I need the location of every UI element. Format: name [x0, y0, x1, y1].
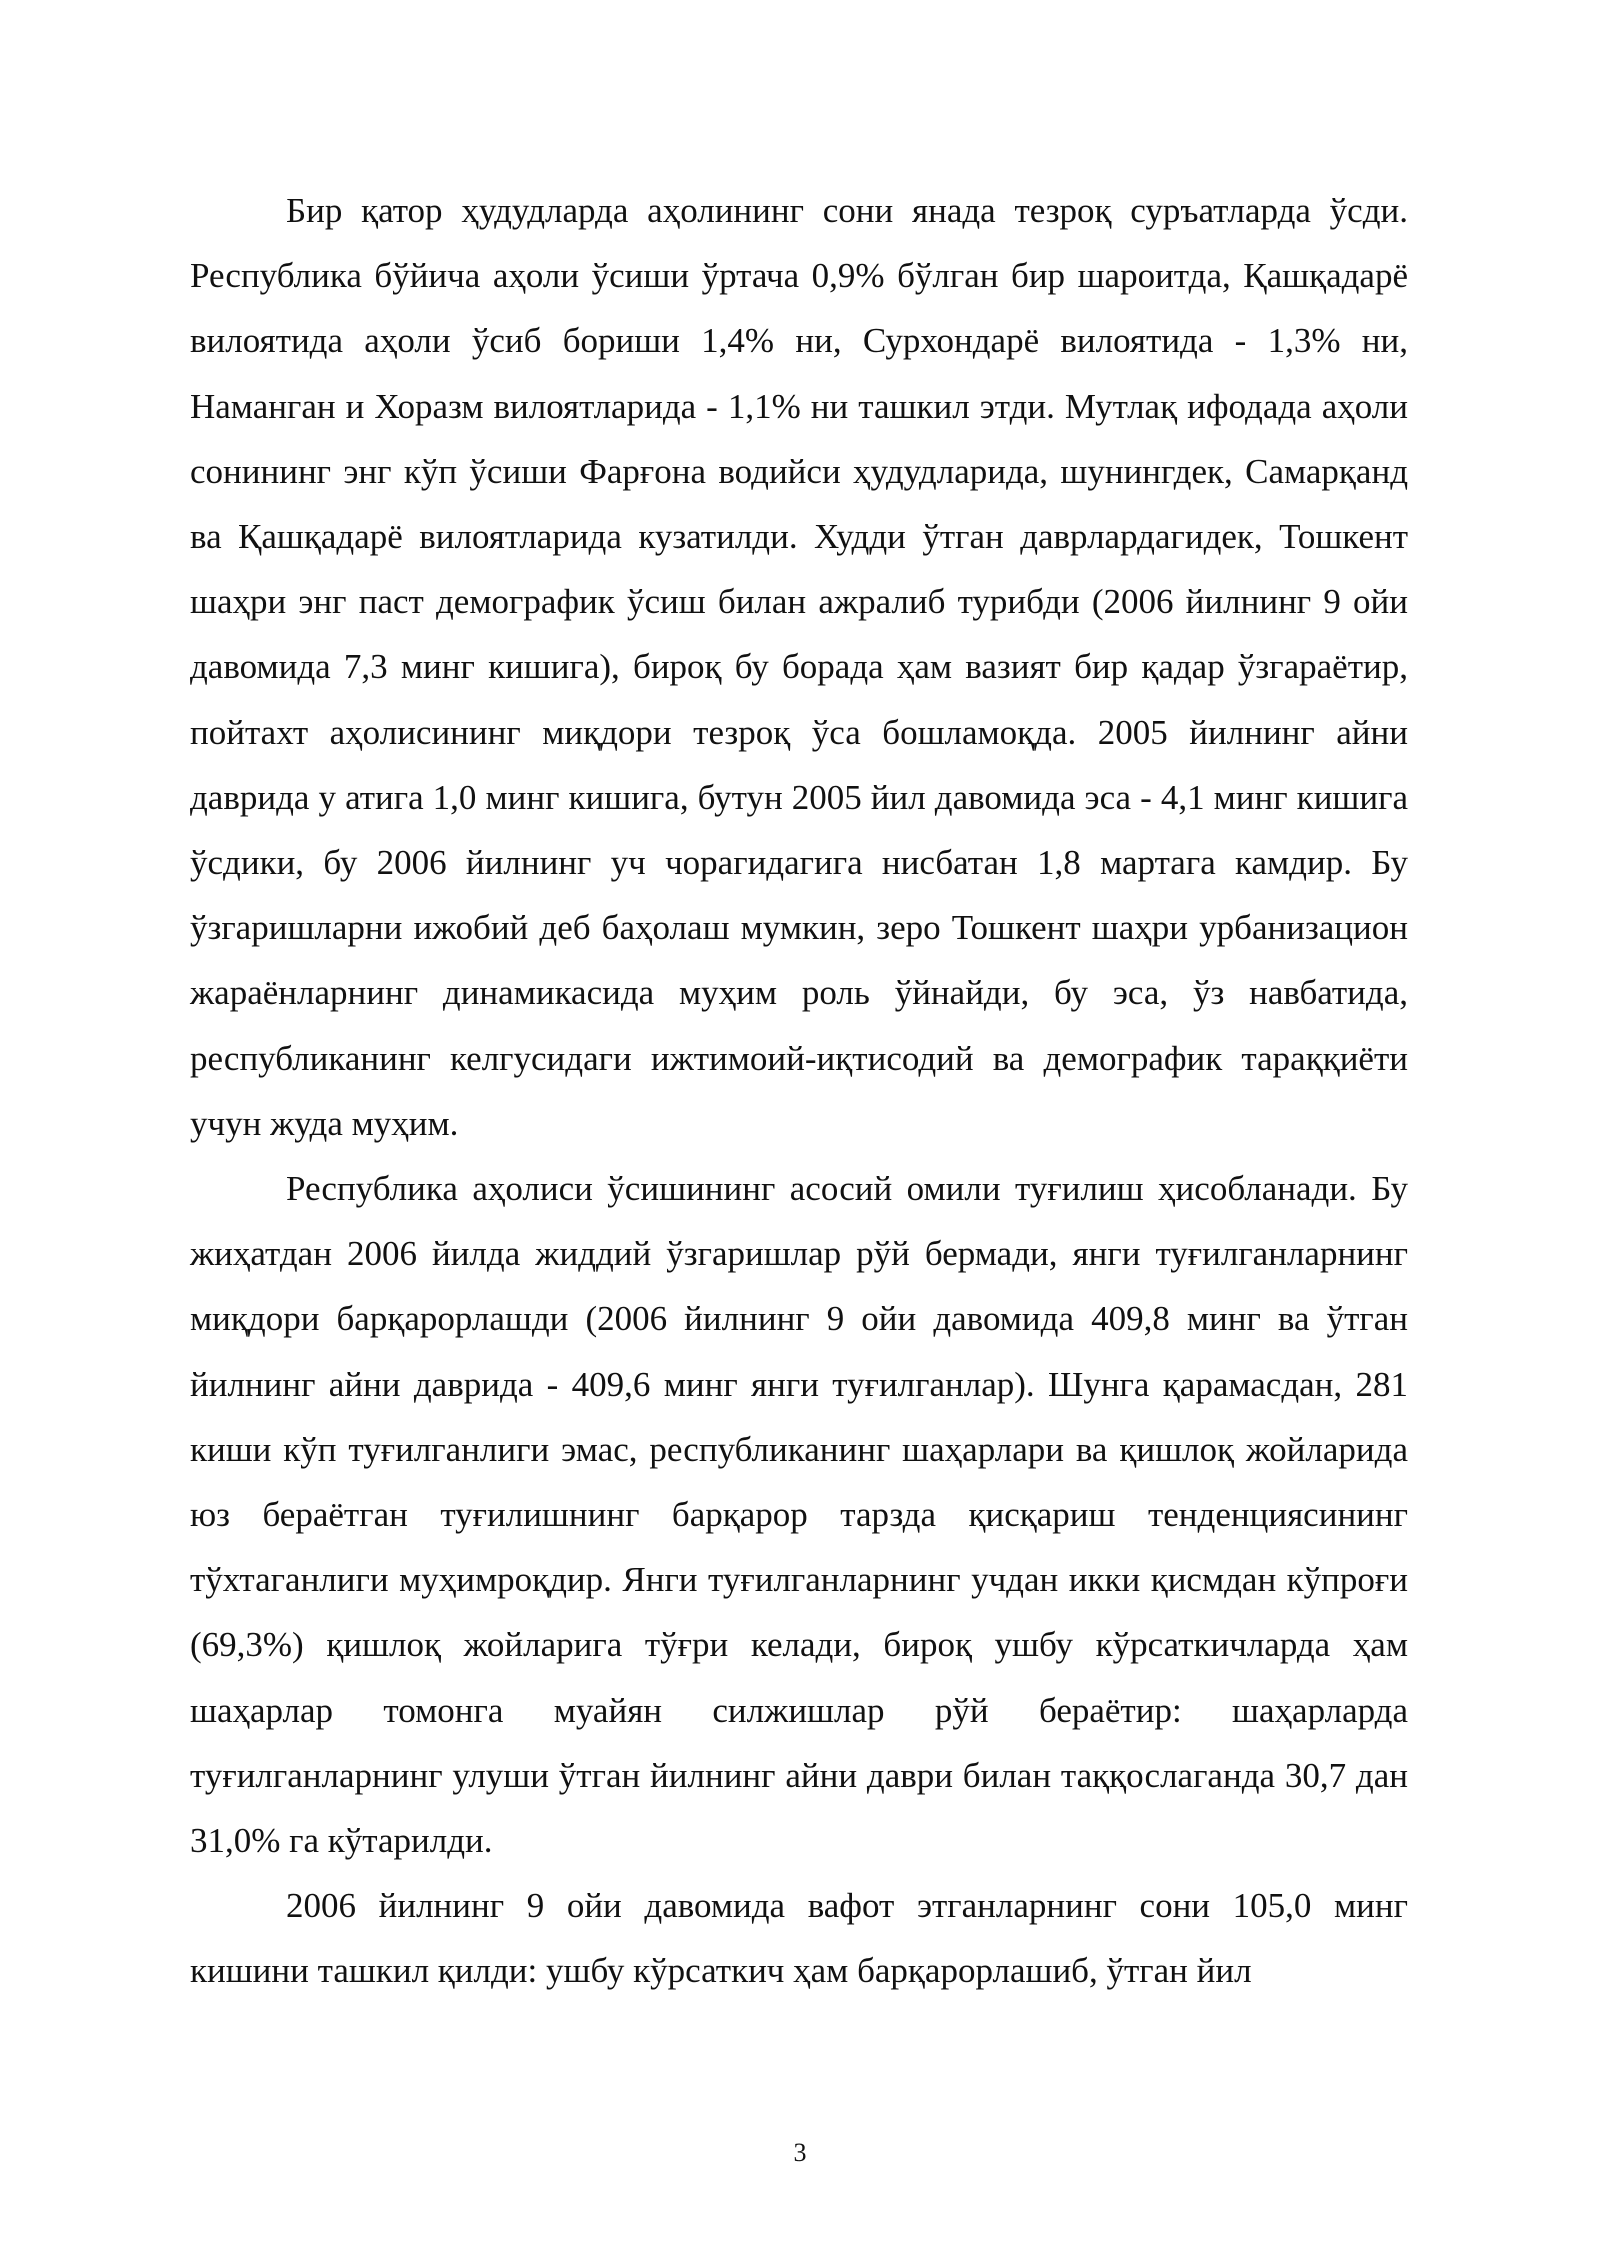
page-number: 3 — [793, 2138, 807, 2167]
body-text — [190, 178, 1408, 2004]
paragraph-2: Республика аҳолиси ўсишининг асосий омили туғилиш ҳисобланади. Бу жиҳатдан 2006 йилда жиддий ўзгаришлар рўй бермади, янги туғилганларнинг миқдори барқарорлашди (2006 йилнинг 9 ойи давомида 409,8 минг ва ўтган йилнинг айни даврида - 409,6 минг янги туғилганлар). Шунга қарамасдан, 281 киши кўп туғилганлиги эмас, республиканинг шаҳарлари ва қишлоқ жойларида юз бераётган туғилишнинг барқарор тарзда қисқариш тенденциясининг тўхтаганлиги муҳимроқдир. Янги туғилганларнинг учдан икки қисмдан кўпроғи (69,3%) қишлоқ жойларига тўғри келади, бироқ ушбу кўрсаткичларда ҳам шаҳарлар томонга муайян силжишлар рўй бераётир: шаҳарларда туғилганларнинг улуши ўтган йилнинг айни даври билан таққослаганда 30,7 дан 31,0% га кўтарилди. — [190, 1169, 1408, 1861]
paragraph-3: 2006 йилнинг 9 ойи давомида вафот этганларнинг сони 105,0 минг кишини ташкил қилди: ушбу кўрсаткич ҳам барқарорлашиб, ўтган йил — [190, 1886, 1408, 1991]
paragraph-1: Бир қатор ҳудудларда аҳолининг сони янада тезроқ суръатларда ўсди. Республика бўйича аҳоли ўсиши ўртача 0,9% бўлган бир шароитда, Қашқадарё вилоятида аҳоли ўсиб бориши 1,4% ни, Сурхондарё вилоятида - 1,3% ни, Наманган и Хоразм вилоятларида - 1,1% ни ташкил этди. Мутлақ ифодада аҳоли сонининг энг кўп ўсиши Фарғона водийси ҳудудларида, шунингдек, Самарқанд ва Қашқадарё вилоятларида кузатилди. Худди ўтган даврлардагидек, Тошкент шаҳри энг паст демографик ўсиш билан ажралиб турибди (2006 йилнинг 9 ойи давомида 7,3 минг кишига), бироқ бу борада ҳам вазият бир қадар ўзгараётир, пойтахт аҳолисининг миқдори тезроқ ўса бошламоқда. 2005 йилнинг айни даврида у атига 1,0 минг кишига, бутун 2005 йил давомида эса - 4,1 минг кишига ўсдики, бу 2006 йилнинг уч чорагидагига нисбатан 1,8 мартага камдир. Бу ўзгаришларни ижобий деб баҳолаш мумкин, зеро Тошкент шаҳри урбанизацион жараёнларнинг динамикасида муҳим роль ўйнайди, бу эса, ўз навбатида, республиканинг келгусидаги ижтимоий-иқтисодий ва демографик тараққиёти учун жуда муҳим. — [190, 191, 1408, 1143]
